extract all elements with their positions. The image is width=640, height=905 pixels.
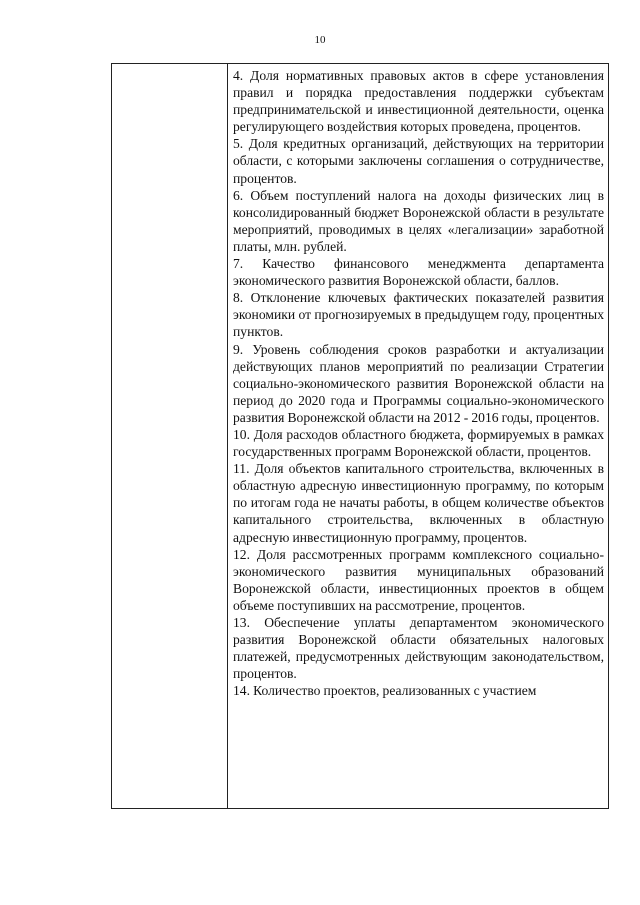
page-number: 10 (314, 34, 326, 46)
table-left-column (112, 64, 228, 808)
indicator-item-10: 10. Доля расходов областного бюджета, формируемых в рамках государственных программ Воронежской области, процентов. (233, 426, 604, 460)
indicator-item-8: 8. Отклонение ключевых фактических показателей развития экономики от прогнозируемых в предыдущем году, процентных пунктов. (233, 290, 604, 340)
table-right-column (228, 64, 608, 699)
indicator-item-5: 5. Доля кредитных организаций, действующих на территории области, с которыми заключены соглашения о сотрудничестве, процентов. (233, 136, 604, 186)
indicator-item-7: 7. Качество финансового менеджмента департамента экономического развития Воронежской области, баллов. (233, 256, 604, 289)
indicator-item-13: 13. Обеспечение уплаты департаментом экономического развития Воронежской области обязательных налоговых платежей, предусмотренных действующим законодательством, процентов. (233, 615, 604, 682)
indicator-item-9: 9. Уровень соблюдения сроков разработки и актуализации действующих планов мероприятий по реализации Стратегии социально-экономического развития Воронежской области на период до 2020 года и Программы социально-экономического развития Воронежской области на 2012 - 2016 годы, процентов. (233, 341, 604, 425)
indicators-table (111, 63, 609, 809)
indicator-item-4: 4. Доля нормативных правовых актов в сфере установления правил и порядка предоставления поддержки субъектам предпринимательской и инвестиционной деятельности, оценка регулирующего воздействия которых проведена, процентов. (233, 68, 604, 135)
indicator-item-12: 12. Доля рассмотренных программ комплексного социально-экономического развития муниципальных образований Воронежской области, инвестиционных проектов в общем объеме поступивших на рассмотрение, процентов. (233, 546, 604, 613)
indicator-item-14: 14. Количество проектов, реализованных с участием (233, 683, 537, 699)
indicator-item-6: 6. Объем поступлений налога на доходы физических лиц в консолидированный бюджет Воронежской области в результате мероприятий, проводимых в целях «легализации» заработной платы, млн. рублей. (233, 187, 604, 254)
indicator-item-11: 11. Доля объектов капитального строительства, включенных в областную адресную инвестиционную программу, по которым по итогам года не начаты работы, в общем количестве объектов капитального строительства, включенных в областную адресную инвестиционную программу, процентов. (233, 461, 604, 545)
